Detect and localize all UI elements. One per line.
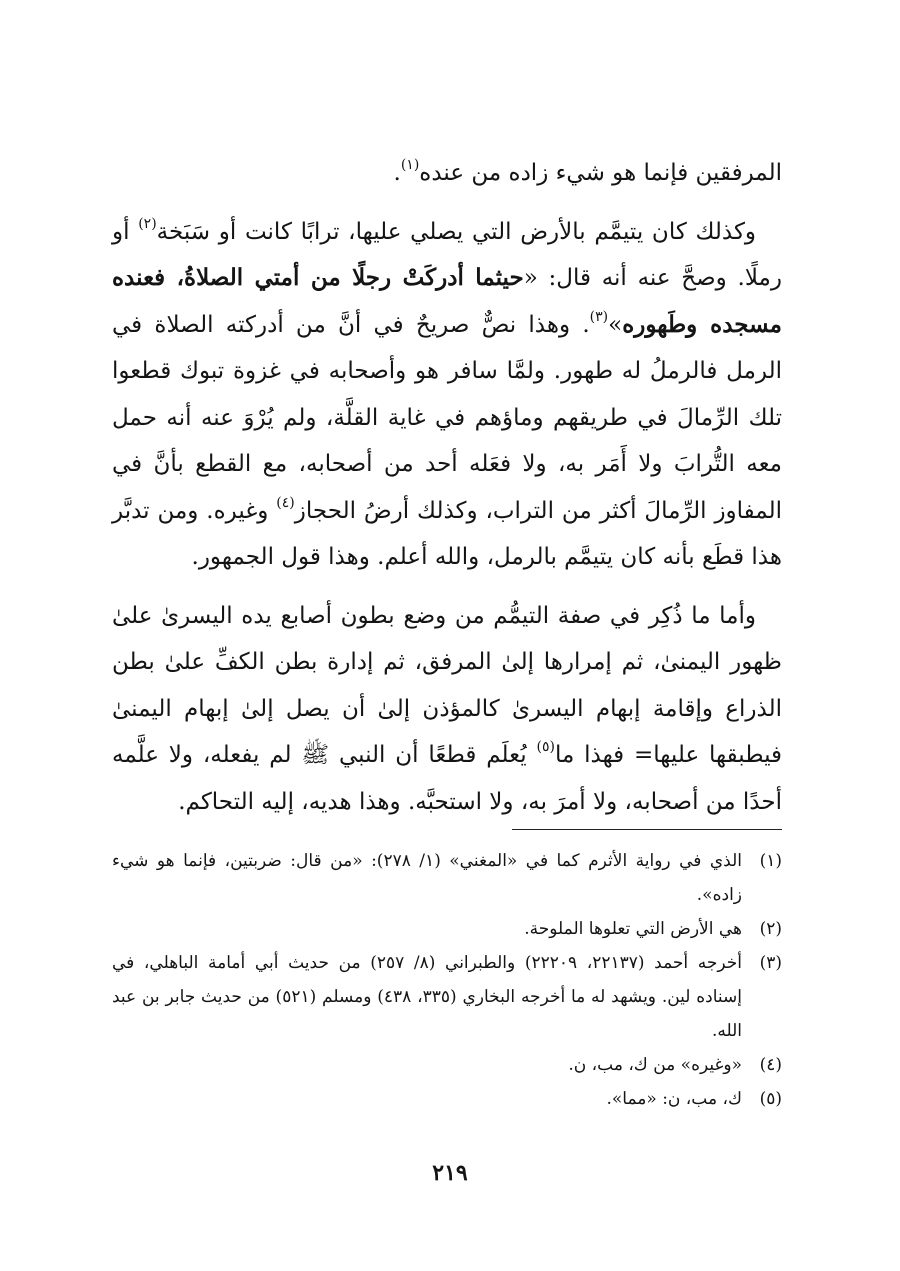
footnote-ref-3[interactable]: (٣) xyxy=(589,308,609,325)
footnote-number: (٢) xyxy=(759,919,782,939)
footnote-ref-5[interactable]: (٥) xyxy=(536,739,555,756)
footnote-item xyxy=(112,946,782,1048)
paragraph-2: وكذلك كان يتيمَّم بالأرض التي يصلي عليها، ترابًا كانت أو سَبَخة$^{(٢)}$ أو رملًا. وصحَّ عنه أنه قال: «حيثما أدركَتْ رجلًا من أمتي الصلاةُ، فعنده مسجده وطَهوره»$^{(٣)}$. وهذا نصٌّ صريحٌ في أنَّ من أدركته الصلاة في الرمل فالرملُ له طهور. ولمَّا سافر هو وأصحابه في غزوة تبوك قطعوا تلك الرِّمالَ في طريقهم وماؤهم في غاية القلَّة، ولم يُرْوَ عنه أنه حمل معه التُّرابَ ولا أَمَر به، ولا فعَله أحد من أصحابه، مع القطع بأنَّ في المفاوز الرِّمالَ أكثر من التراب، وكذلك أرضُ الحجاز$^{(٤)}$ وغيره. ومن تدبَّر هذا قطَع بأنه كان يتيمَّم بالرمل، والله أعلم. وهذا قول الجمهور. xyxy=(112,215,782,570)
footnote-ref-2[interactable]: (٢) xyxy=(138,215,157,232)
footnote-number: (٤) xyxy=(759,1055,782,1075)
footnote-item xyxy=(112,844,782,912)
footnote-number: (٥) xyxy=(759,1089,782,1109)
hadith-quote: حيثما أدركَتْ رجلًا من أمتي الصلاةُ، فعنده مسجده وطَهوره xyxy=(112,264,782,338)
footnotes xyxy=(112,844,782,1116)
footnote-number: (١) xyxy=(759,851,782,871)
footnote-number: (٣) xyxy=(759,953,782,973)
footnote-text: الذي في رواية الأثرم كما في «المغني» (١/ ٢٧٨): «من قال: ضربتين، فإنما هو شيء زاده». xyxy=(112,851,742,905)
page-number: ٢١٩ xyxy=(432,1160,468,1186)
footnote-text: هي الأرض التي تعلوها الملوحة. xyxy=(524,919,742,939)
footnote-text: أخرجه أحمد (٢٢١٣٧، ٢٢٢٠٩) والطبراني (٨/ ٢٥٧) من حديث أبي أمامة الباهلي، في إسناده لين. ويشهد له ما أخرجه البخاري (٣٣٥، ٤٣٨) ومسلم (٥٢١) من حديث جابر بن عبد الله. xyxy=(112,953,743,1041)
footnote-item xyxy=(112,1082,782,1116)
footnote-ref-1[interactable]: (١) xyxy=(400,157,420,174)
footnote-text: «وغيره» من ك، مب، ن. xyxy=(568,1055,742,1075)
paragraph-1: المرفقين فإنما هو شيء زاده من عنده$^{(١)}$. xyxy=(393,157,782,186)
footnote-ref-4[interactable]: (٤) xyxy=(276,494,295,511)
main-text xyxy=(112,150,782,825)
footnote-item xyxy=(112,912,782,946)
footnote-text: ك، مب، ن: «مما». xyxy=(606,1089,742,1109)
paragraph-3: وأما ما ذُكِر في صفة التيمُّم من وضع بطون أصابع يده اليسرىٰ علىٰ ظهور اليمنىٰ، ثم إمرارها إلىٰ المرفق، ثم إدارة بطن الكفِّ علىٰ بطن الذراع وإقامة إبهام اليسرىٰ كالمؤذن إلىٰ أن يصل إلىٰ إبهام اليمنىٰ فيطبقها عليها= فهذا ما$^{(٥)}$ يُعلَم قطعًا أن النبي ﷺ لم يفعله، ولا علَّمه أحدًا من أصحابه، ولا أمرَ به، ولا استحبَّه. وهذا هديه، إليه التحاكم. xyxy=(112,602,783,815)
footnote-divider xyxy=(512,829,782,830)
footnote-item xyxy=(112,1048,782,1082)
